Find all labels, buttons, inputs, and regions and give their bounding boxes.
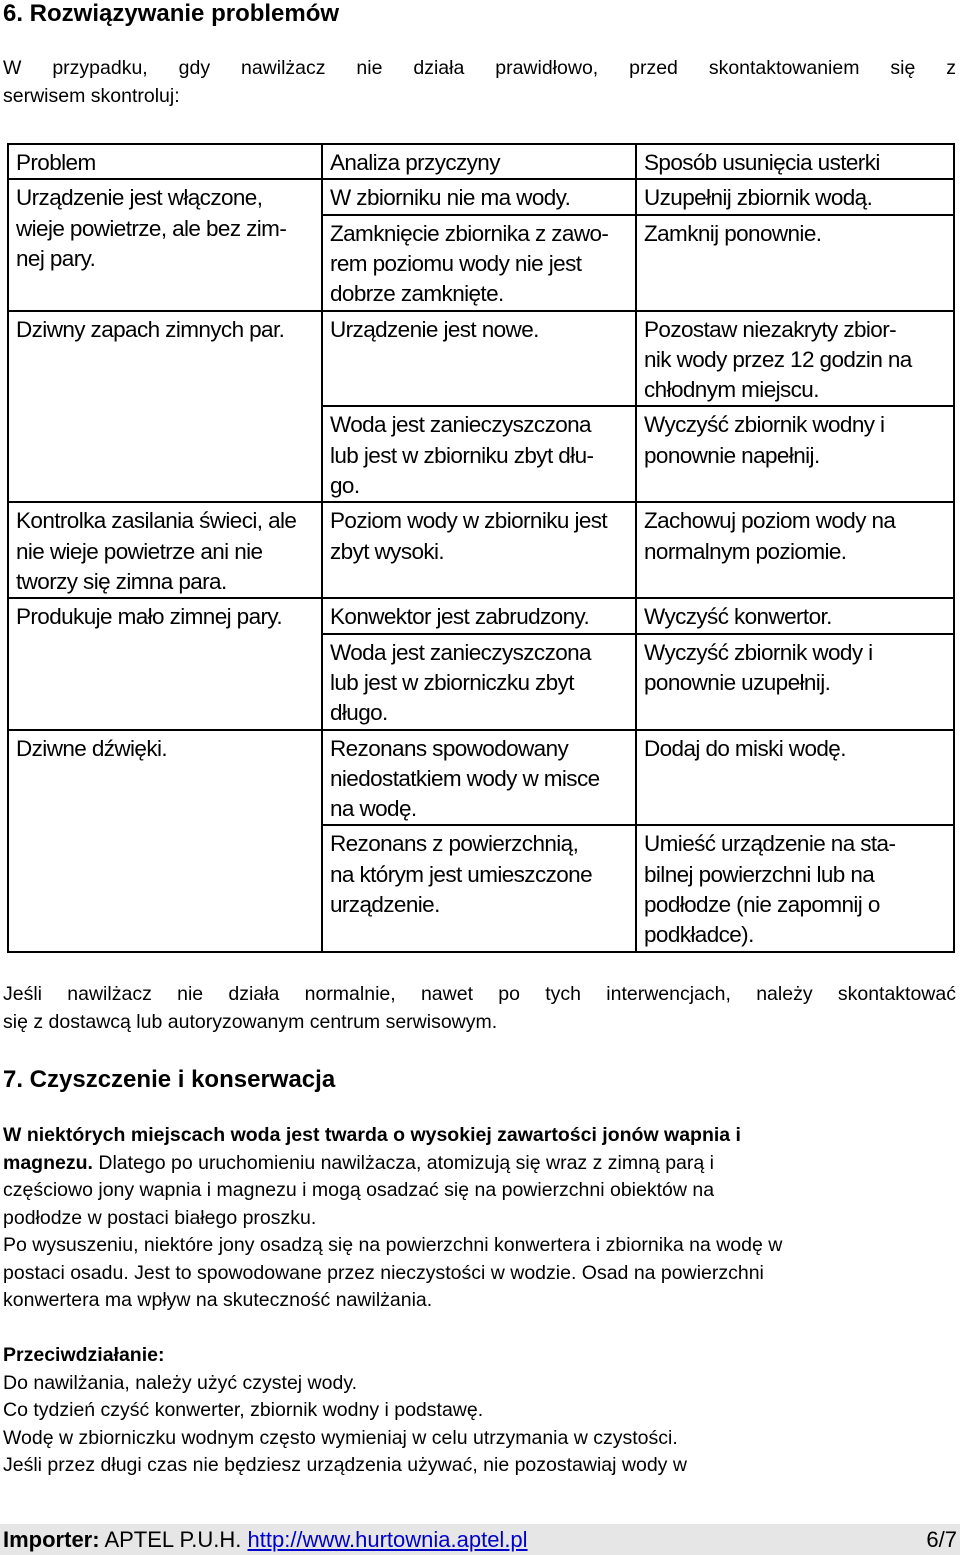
fix-text: Wyczyść zbiornik wodny i (644, 412, 885, 438)
fix-cell (636, 598, 954, 633)
body-line: podłodze w postaci białego proszku. (3, 1206, 317, 1229)
cause-text: długo. (330, 700, 388, 726)
bold-word: magnezu. (3, 1151, 93, 1174)
cause-text: Konwektor jest zabrudzony. (330, 604, 590, 630)
problem-text: nej pary. (16, 245, 96, 271)
fix-text: Pozostaw niezakryty zbior- (644, 316, 896, 342)
countermeasure-item: Wodę w zbiorniczku wodnym często wymieniaj w celu utrzymania w czystości. (3, 1426, 678, 1449)
cause-text: go. (330, 473, 360, 499)
section-7-body (3, 1122, 956, 1315)
cause-text: na którym jest umieszczone (330, 861, 593, 887)
problem-cell (8, 598, 322, 729)
problem-text: tworzy się zimna para. (16, 568, 227, 594)
countermeasure-item: Jeśli przez długi czas nie będziesz urządzenia używać, nie pozostawiaj wody w (3, 1454, 687, 1476)
table-row (8, 730, 954, 826)
fix-text: Umieść urządzenie na sta- (644, 831, 896, 857)
problem-cell (8, 179, 322, 310)
fix-cell (636, 179, 954, 214)
fix-cell (636, 502, 954, 598)
footer-label: Importer: (3, 1527, 100, 1552)
cause-text: na wodę. (330, 796, 417, 822)
countermeasures (3, 1342, 956, 1480)
header-fix: Sposób usunięcia usterki (636, 144, 954, 179)
hard-water-line: W niektórych miejscach woda jest twarda o wysokiej zawartości jonów wapnia i (3, 1124, 741, 1146)
cause-cell (322, 406, 636, 502)
problem-text: Dziwne dźwięki. (16, 735, 168, 761)
problem-text: nie wieje powietrze ani nie (16, 538, 263, 564)
cause-text: lub jest w zbiorniku zbyt dłu- (330, 442, 594, 468)
fix-cell (636, 215, 954, 311)
table-row (8, 311, 954, 407)
cause-cell (322, 598, 636, 633)
intro-line: W przypadku, gdy nawilżacz nie działa prawidłowo, przed skontaktowaniem się z (3, 57, 956, 79)
countermeasure-item: Co tydzień czyść konwerter, zbiornik wodny i podstawę. (3, 1399, 484, 1421)
fix-cell (636, 406, 954, 502)
problem-cell (8, 502, 322, 598)
fix-text: chłodnym miejscu. (644, 377, 819, 403)
fix-text: podłodze (nie zapomnij o (644, 892, 880, 918)
troubleshooting-table (7, 143, 955, 953)
cause-cell (322, 825, 636, 951)
section-6-title: 6. Rozwiązywanie problemów (3, 0, 340, 27)
fix-cell (636, 730, 954, 826)
cause-text: lub jest w zbiorniczku zbyt (330, 669, 574, 695)
fix-text: nik wody przez 12 godzin na (644, 346, 912, 372)
cause-text: Rezonans spowodowany (330, 735, 569, 761)
fix-text: ponownie uzupełnij. (644, 669, 831, 695)
body-line: częściowo jony wapnia i magnezu i mogą osadzać się na powierzchni obiektów na (3, 1179, 715, 1201)
page-number: 6/7 (926, 1527, 957, 1552)
section-7-title: 7. Czyszczenie i konserwacja (3, 1066, 336, 1093)
cause-cell (322, 730, 636, 826)
fix-text: Wyczyść konwertor. (644, 604, 832, 630)
countermeasure-item: Do nawilżania, należy użyć czystej wody. (3, 1371, 358, 1394)
cause-text: Woda jest zanieczyszczona (330, 639, 591, 665)
note-line: się z dostawcą lub autoryzowanym centrum serwisowym. (3, 1010, 498, 1033)
fix-text: Wyczyść zbiornik wody i (644, 639, 873, 665)
problem-text: wieje powietrze, ale bez zim- (16, 215, 287, 241)
fix-text: normalnym poziomie. (644, 538, 847, 564)
problem-text: Urządzenie jest włączone, (16, 185, 263, 211)
note-line: Jeśli nawilżacz nie działa normalnie, nawet po tych interwencjach, należy skontaktować (3, 983, 956, 1005)
table-row (8, 598, 954, 633)
problem-cell (8, 311, 322, 503)
cause-cell (322, 311, 636, 407)
header-cause: Analiza przyczyny (322, 144, 636, 179)
cause-text: Urządzenie jest nowe. (330, 316, 539, 342)
fix-text: Dodaj do miski wodę. (644, 735, 846, 761)
line-rest: Dlatego po uruchomieniu nawilżacza, atomizują się wraz z zimną parą i (92, 1151, 714, 1174)
body-line: Po wysuszeniu, niektóre jony osadzą się na powierzchni konwertera i zbiornika na wodę w (3, 1234, 783, 1256)
cause-cell (322, 215, 636, 311)
cause-text: rem poziomu wody nie jest (330, 250, 582, 276)
section-6-intro (3, 55, 956, 110)
footer-importer (3, 1527, 528, 1553)
cause-text: Woda jest zanieczyszczona (330, 412, 591, 438)
table-row (8, 502, 954, 598)
cause-cell (322, 179, 636, 214)
table-header-row (8, 144, 954, 179)
cause-text: Poziom wody w zbiorniku jest (330, 508, 608, 534)
cause-text: W zbiorniku nie ma wody. (330, 185, 571, 211)
fix-text: Uzupełnij zbiornik wodą. (644, 185, 873, 211)
fix-cell (636, 634, 954, 730)
cause-text: Zamknięcie zbiornika z zawo- (330, 220, 609, 246)
fix-text: Zachowuj poziom wody na (644, 508, 896, 534)
body-line: konwertera ma wpływ na skuteczność nawilżania. (3, 1289, 433, 1311)
fix-cell (636, 311, 954, 407)
problem-text: Kontrolka zasilania świeci, ale (16, 508, 297, 534)
fix-text: podkładce). (644, 922, 754, 948)
footer-website-link[interactable]: http://www.hurtownia.aptel.pl (247, 1527, 528, 1552)
header-problem: Problem (8, 144, 322, 179)
problem-text: Produkuje mało zimnej pary. (16, 604, 283, 630)
problem-cell (8, 730, 322, 952)
cause-text: niedostatkiem wody w misce (330, 765, 600, 791)
fix-text: Zamknij ponownie. (644, 220, 822, 246)
cause-cell (322, 502, 636, 598)
problem-text: Dziwny zapach zimnych par. (16, 316, 285, 342)
body-line: postaci osadu. Jest to spowodowane przez nieczystości w wodzie. Osad na powierzchni (3, 1261, 764, 1284)
hard-water-line (3, 1150, 956, 1178)
intro-line: serwisem skontroluj: (3, 84, 180, 107)
cause-text: urządzenie. (330, 892, 440, 918)
cause-text: zbyt wysoki. (330, 538, 445, 564)
cause-text: Rezonans z powierzchnią, (330, 831, 579, 857)
cause-text: dobrze zamknięte. (330, 281, 504, 307)
fix-text: bilnej powierzchni lub na (644, 861, 875, 887)
fix-text: ponownie napełnij. (644, 442, 820, 468)
footer-company: APTEL P.U.H. (99, 1527, 248, 1552)
table-row (8, 179, 954, 214)
countermeasures-heading: Przeciwdziałanie: (3, 1344, 165, 1366)
cause-cell (322, 634, 636, 730)
after-table-note (3, 981, 956, 1036)
fix-cell (636, 825, 954, 951)
